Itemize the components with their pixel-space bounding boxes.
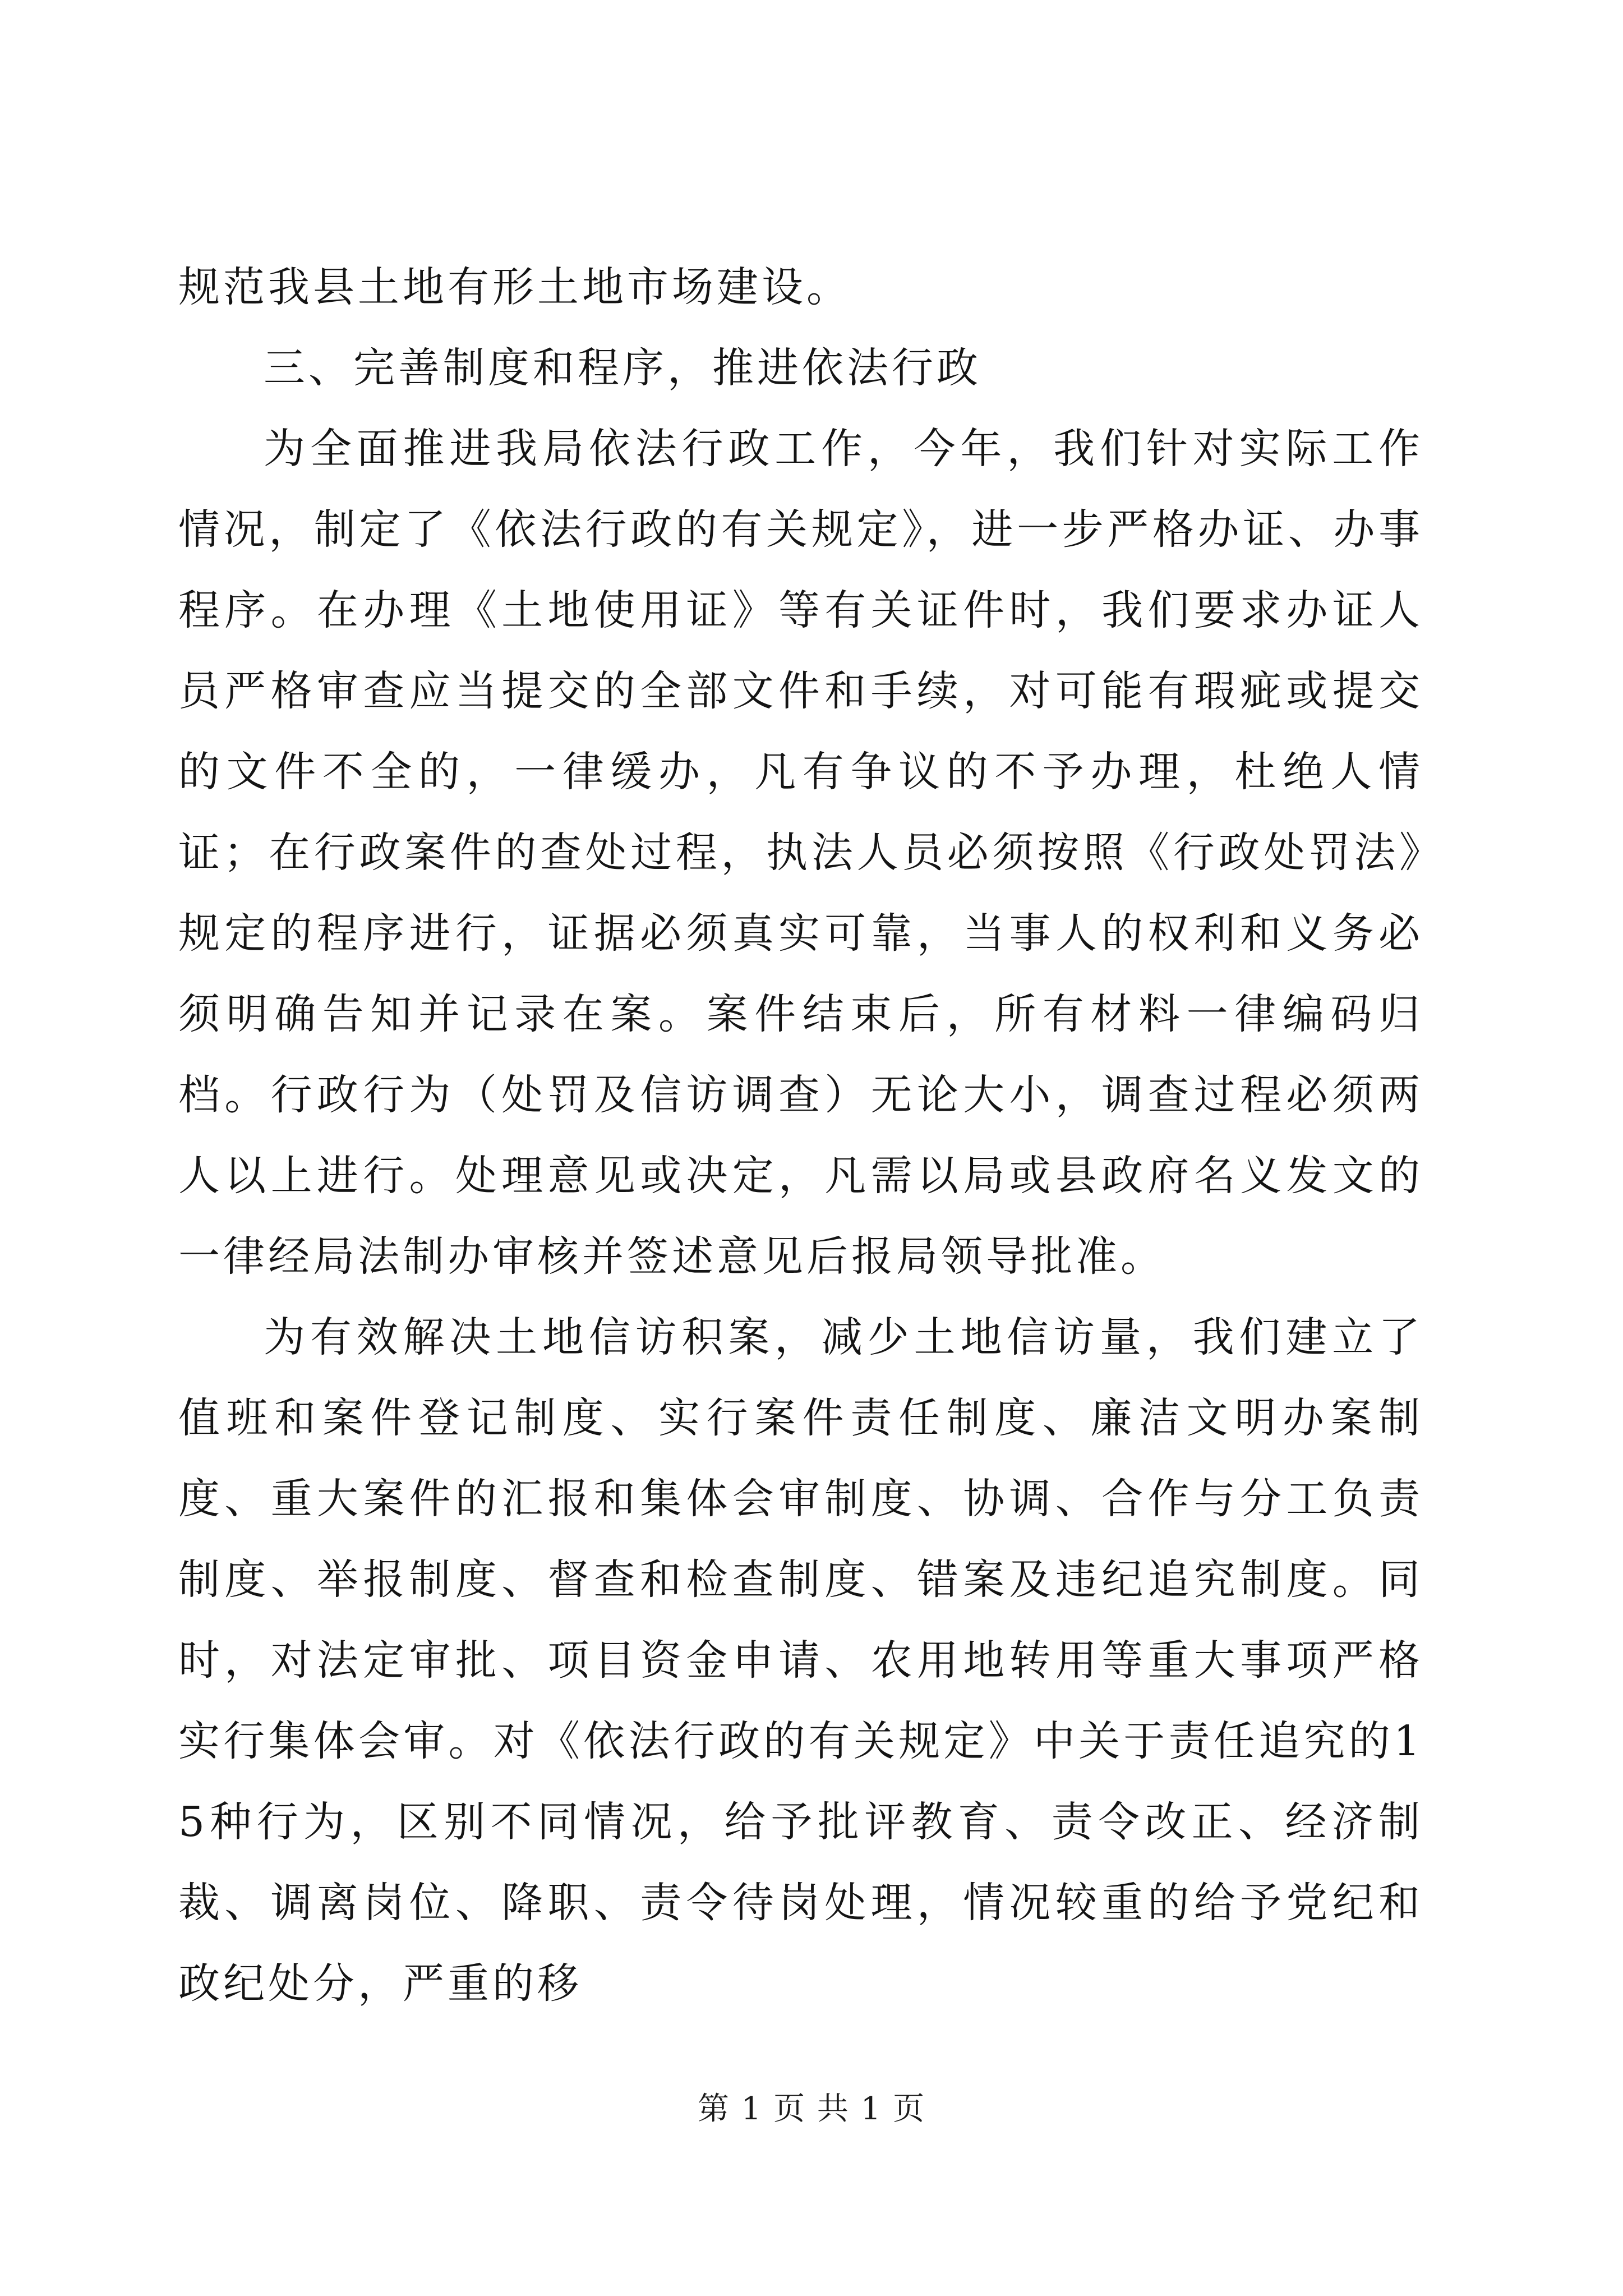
document-body	[178, 247, 1423, 2024]
section-heading: 三、完善制度和程序，推进依法行政	[264, 344, 981, 392]
page-number-footer: 第 1 页 共 1 页	[697, 2091, 926, 2127]
paragraph-1: 规范我县土地有形土地市场建设。	[178, 263, 851, 311]
paragraph-2: 为全面推进我局依法行政工作，今年，我们针对实际工作情况，制定了《依法行政的有关规定》，进一步严格办证、办事程序。在办理《土地使用证》等有关证件时，我们要求办证人员严格审查应当提交的全部文件和手续，对可能有瑕疵或提交的文件不全的，一律缓办，凡有争议的不予办理，杜绝人情证；在行政案件的查处过程，执法人员必须按照《行政处罚法》规定的程序进行，证据必须真实可靠，当事人的权利和义务必须明确告知并记录在案。案件结束后，所有材料一律编码归档。行政行为（处罚及信访调查）无论大小，调查过程必须两人以上进行。处理意见或决定，凡需以局或县政府名义发文的一律经局法制办审核并签述意见后报局领导批准。	[178, 425, 1423, 1281]
paragraph-3: 为有效解决土地信访积案，减少土地信访量，我们建立了值班和案件登记制度、实行案件责任制度、廉洁文明办案制度、重大案件的汇报和集体会审制度、协调、合作与分工负责制度、举报制度、督查和检查制度、错案及违纪追究制度。同时，对法定审批、项目资金申请、农用地转用等重大事项严格实行集体会审。对《依法行政的有关规定》中关于责任追究的15种行为，区别不同情况，给予批评教育、责令改正、经济制裁、调离岗位、降职、责令待岗处理，情况较重的给予党纪和政纪处分，严重的移	[178, 1313, 1423, 2008]
